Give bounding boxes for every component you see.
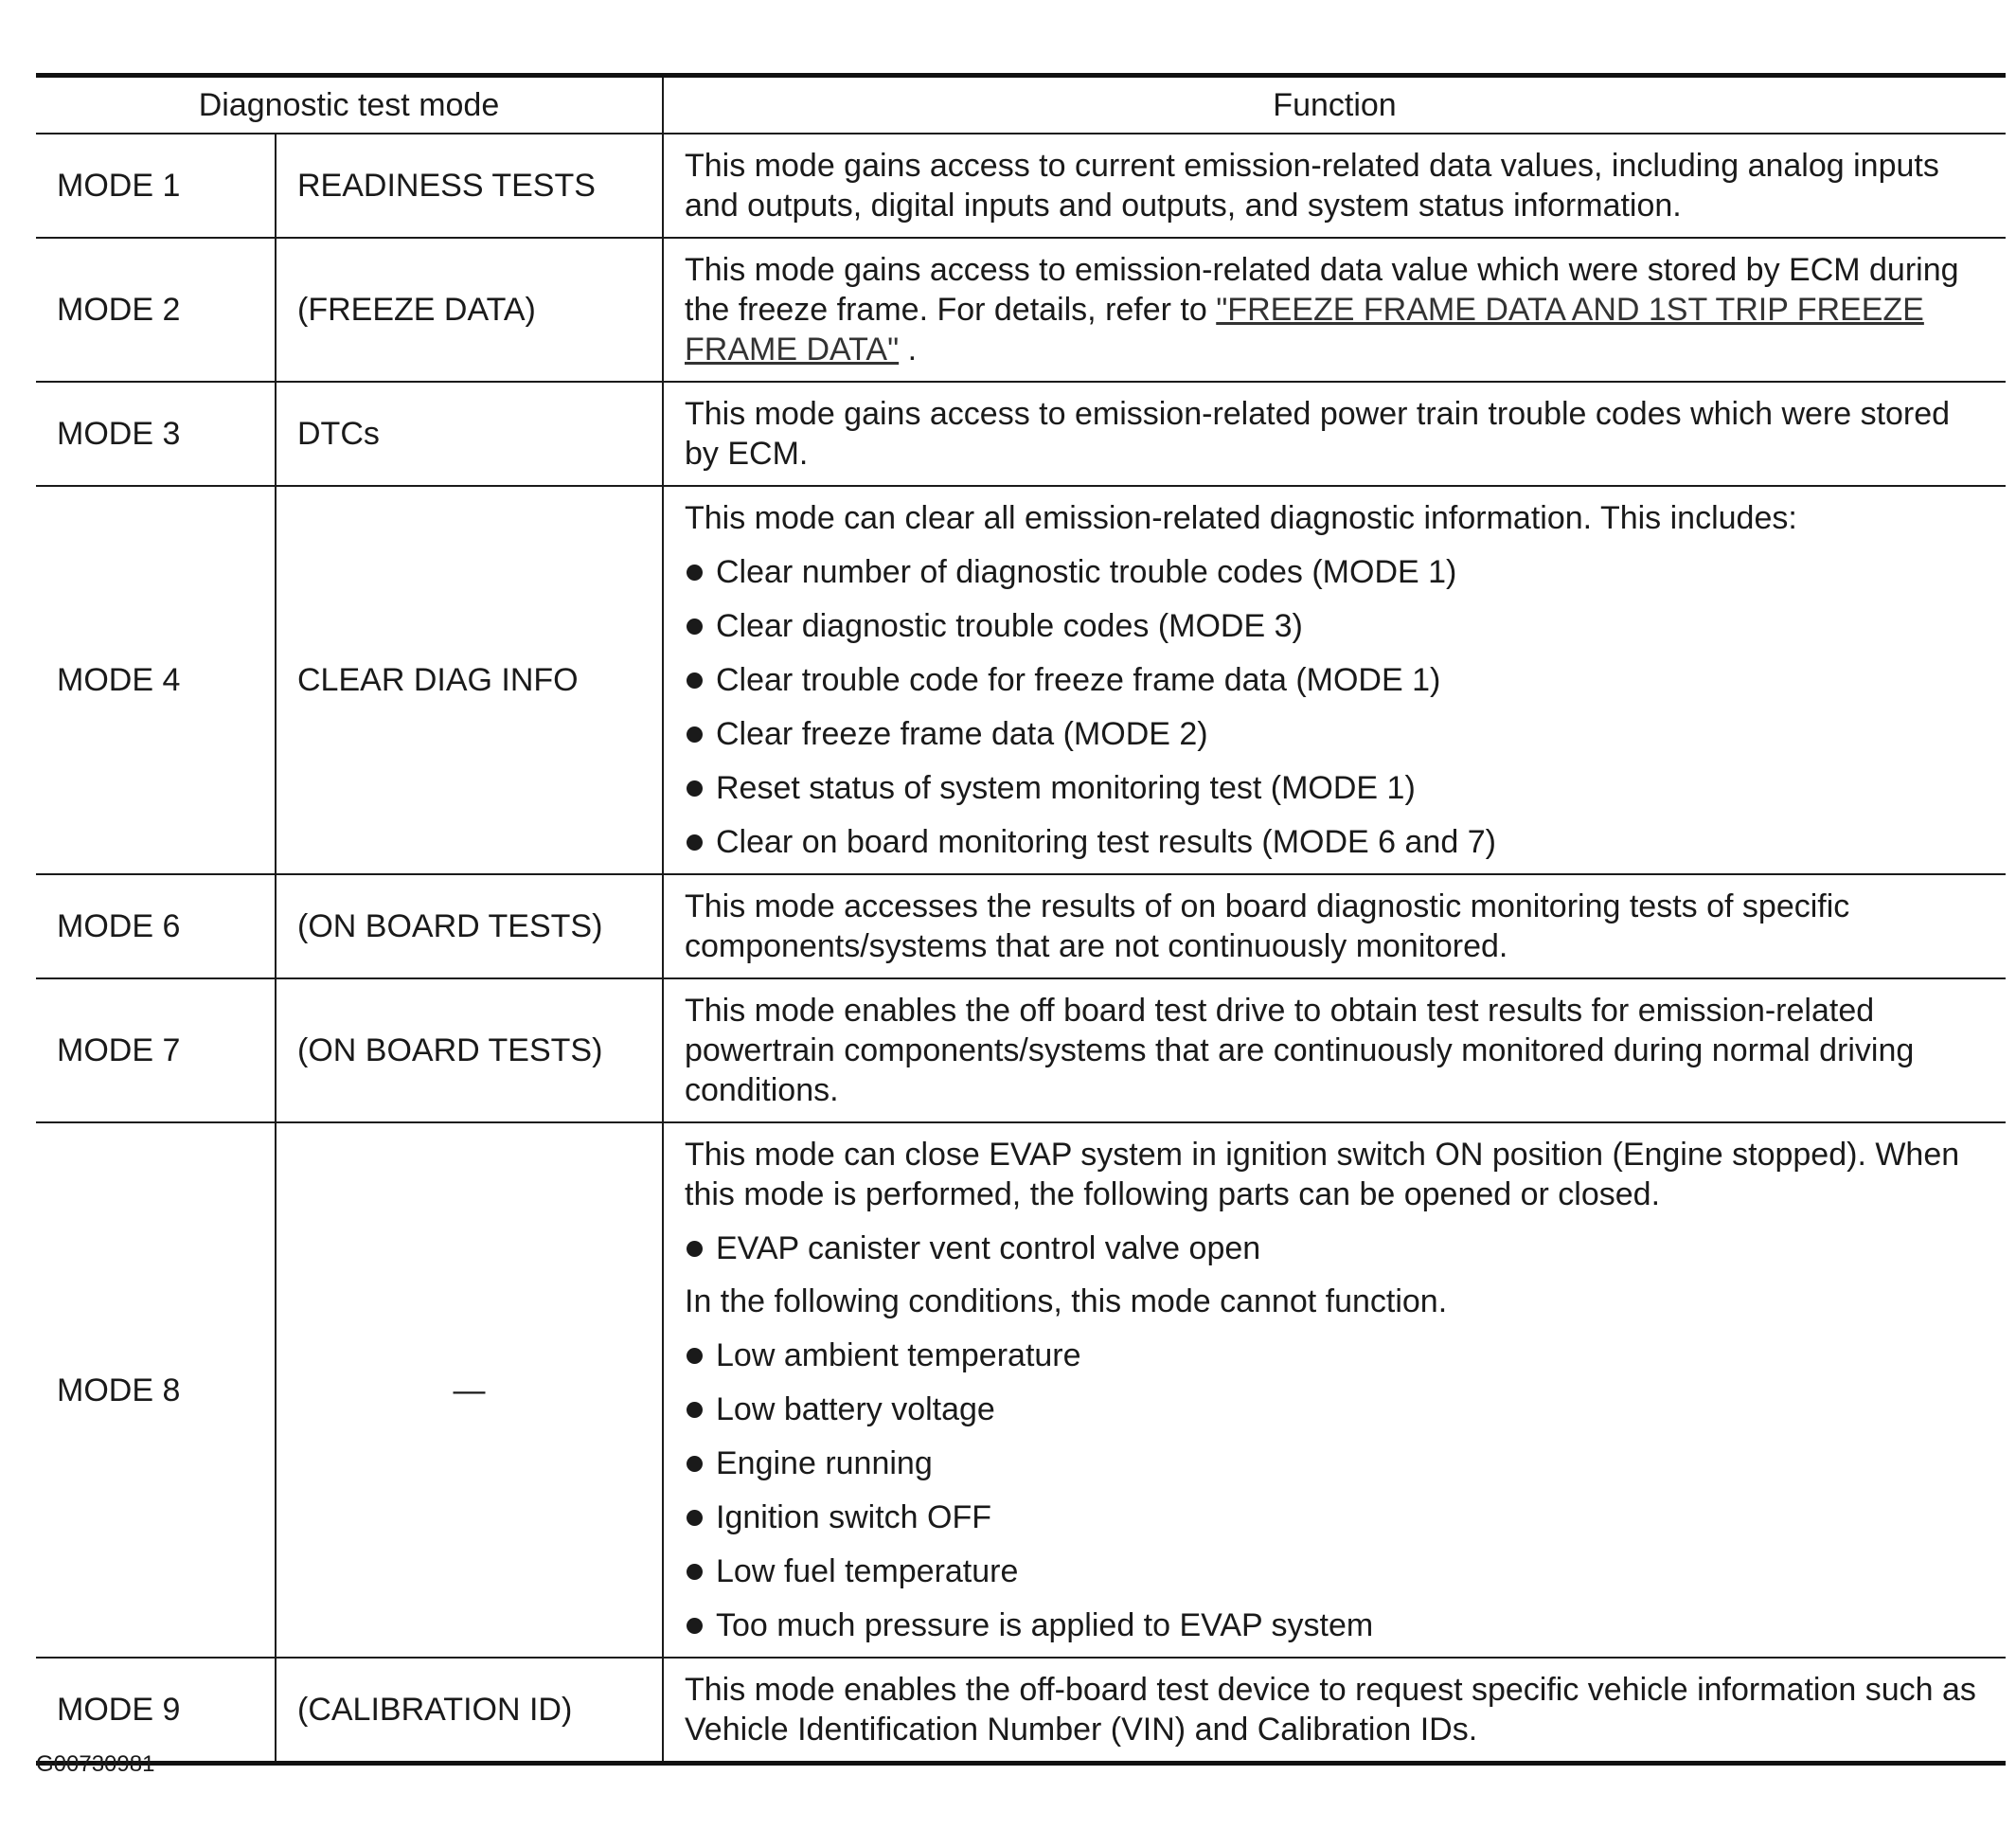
table-row xyxy=(36,1122,2006,1658)
function-text-intro: This mode gains access to emission-related data value which were stored by ECM during the freeze frame. For details, refer to xyxy=(685,252,1959,328)
mode-number: MODE 1 xyxy=(36,134,276,238)
table-row xyxy=(36,978,2006,1122)
mode-function xyxy=(663,1658,2006,1764)
mode-name: — xyxy=(276,1122,663,1658)
function-text-end: . xyxy=(899,332,918,368)
function-text: This mode enables the off board test drive to obtain test results for emission-related powertrain components/systems that are continuously monitored during normal driving conditions. xyxy=(685,993,1915,1108)
bullet-list xyxy=(685,1228,1992,1268)
mode-function xyxy=(663,238,2006,382)
function-text: This mode can clear all emission-related diagnostic information. This includes: xyxy=(685,500,1797,536)
bullet-item: Clear number of diagnostic trouble codes (MODE 1) xyxy=(685,552,1992,592)
bullet-item: Engine running xyxy=(685,1443,1992,1483)
mode-number: MODE 3 xyxy=(36,382,276,486)
bullet-list xyxy=(685,552,1992,862)
table-row xyxy=(36,382,2006,486)
bullet-item: Low battery voltage xyxy=(685,1390,1992,1429)
header-function: Function xyxy=(663,76,2006,134)
mode-number: MODE 4 xyxy=(36,486,276,874)
bullet-item: EVAP canister vent control valve open xyxy=(685,1228,1992,1268)
mode-number: MODE 6 xyxy=(36,874,276,978)
mode-number: MODE 7 xyxy=(36,978,276,1122)
bullet-item: Too much pressure is applied to EVAP system xyxy=(685,1605,1992,1645)
bullet-item: Clear freeze frame data (MODE 2) xyxy=(685,714,1992,754)
mode-number: MODE 9 xyxy=(36,1658,276,1764)
function-text: This mode gains access to emission-related power train trouble codes which were stored by ECM. xyxy=(685,396,1951,472)
mode-name: (CALIBRATION ID) xyxy=(276,1658,663,1764)
mode-function xyxy=(663,874,2006,978)
table-row xyxy=(36,1658,2006,1764)
table-row xyxy=(36,134,2006,238)
diagnostic-mode-table-container xyxy=(36,73,2006,1766)
header-diagnostic-test-mode: Diagnostic test mode xyxy=(36,76,663,134)
mode-function xyxy=(663,1122,2006,1658)
table-row xyxy=(36,874,2006,978)
freeze-frame-data-link[interactable]: "FREEZE FRAME DATA AND 1ST TRIP FREEZE FRAME DATA" xyxy=(685,292,1924,368)
diagnostic-mode-table xyxy=(36,73,2006,1766)
function-text: This mode accesses the results of on board diagnostic monitoring tests of specific components/systems that are not continuously monitored. xyxy=(685,888,1850,964)
mode-function xyxy=(663,486,2006,874)
mode-name: (FREEZE DATA) xyxy=(276,238,663,382)
mode-name: (ON BOARD TESTS) xyxy=(276,874,663,978)
table-header-row xyxy=(36,76,2006,134)
table-row xyxy=(36,238,2006,382)
bullet-item: Clear trouble code for freeze frame data (MODE 1) xyxy=(685,660,1992,700)
function-text xyxy=(685,250,1992,369)
table-row xyxy=(36,486,2006,874)
bullet-item: Low ambient temperature xyxy=(685,1336,1992,1375)
bullet-item: Clear on board monitoring test results (MODE 6 and 7) xyxy=(685,822,1992,862)
figure-id: G00730981 xyxy=(36,1751,155,1777)
function-text: This mode can close EVAP system in ignition switch ON position (Engine stopped). When this mode is performed, the following parts can be opened or closed. xyxy=(685,1137,1960,1212)
bullet-item: Clear diagnostic trouble codes (MODE 3) xyxy=(685,606,1992,646)
function-text: This mode gains access to current emission-related data values, including analog inputs and outputs, digital inputs and outputs, and system status information. xyxy=(685,148,1939,224)
bullet-item: Low fuel temperature xyxy=(685,1551,1992,1591)
mode-function xyxy=(663,382,2006,486)
mode-name: DTCs xyxy=(276,382,663,486)
bullet-item: Ignition switch OFF xyxy=(685,1497,1992,1537)
bullet-list-conditions xyxy=(685,1336,1992,1645)
mode-name: READINESS TESTS xyxy=(276,134,663,238)
mode-function xyxy=(663,134,2006,238)
function-text: This mode enables the off-board test device to request specific vehicle information such as Vehicle Identification Number (VIN) and Calibration IDs. xyxy=(685,1672,1976,1748)
mode-name: (ON BOARD TESTS) xyxy=(276,978,663,1122)
function-text-conditions: In the following conditions, this mode cannot function. xyxy=(685,1283,1448,1319)
mode-number: MODE 8 xyxy=(36,1122,276,1658)
bullet-item: Reset status of system monitoring test (MODE 1) xyxy=(685,768,1992,808)
mode-number: MODE 2 xyxy=(36,238,276,382)
mode-function xyxy=(663,978,2006,1122)
mode-name: CLEAR DIAG INFO xyxy=(276,486,663,874)
